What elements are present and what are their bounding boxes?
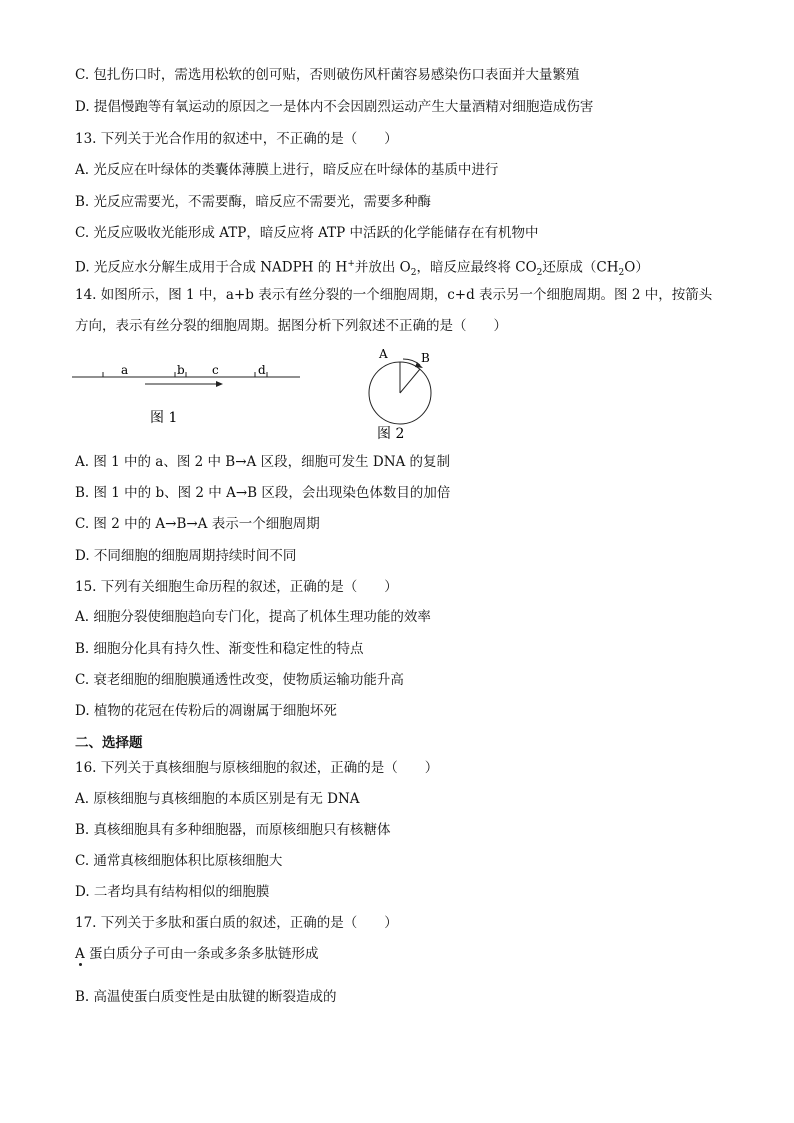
option-text: B. 高温使蛋白质变性是由肽键的断裂造成的 <box>75 989 337 1005</box>
option-text: A. 原核细胞与真核细胞的本质区别是有无 DNA <box>75 791 360 807</box>
stray-dot <box>79 963 82 966</box>
option-text: A. 细胞分裂使细胞趋向专门化，提高了机体生理功能的效率 <box>75 609 431 625</box>
figure-2-caption: 图 2 <box>377 426 405 442</box>
option-text: B. 细胞分化具有持久性、渐变性和稳定性的特点 <box>75 641 364 657</box>
option-text: D. 植物的花冠在传粉后的凋谢属于细胞坏死 <box>75 703 337 719</box>
option-text: D. 提倡慢跑等有氧运动的原因之一是体内不会因剧烈运动产生大量酒精对细胞造成伤害 <box>75 99 594 115</box>
option-text: C. 图 2 中的 A→B→A 表示一个细胞周期 <box>75 516 320 532</box>
option-text: B. 光反应需要光，不需要酶，暗反应不需要光，需要多种酶 <box>75 194 432 210</box>
option-text: A. 图 1 中的 a、图 2 中 B→A 区段，细胞可发生 DNA 的复制 <box>75 454 451 470</box>
option-text: D. 二者均具有结构相似的细胞膜 <box>75 884 270 900</box>
figure-2-label-A: A <box>379 347 388 361</box>
figure-1-label-b: b <box>177 363 185 377</box>
option-text: D. 光反应水分解生成用于合成 NADPH 的 H+并放出 $O_2$，暗反应最终将 $CO_2$还原成$(CH_2O)$ <box>75 259 649 279</box>
option-text: C. 光反应吸收光能形成 ATP，暗反应将 ATP 中活跃的化学能储存在有机物中 <box>75 225 539 241</box>
figure-2-cell-cycle-circle <box>360 343 450 445</box>
option-text: B. 真核细胞具有多种细胞器，而原核细胞只有核糖体 <box>75 822 391 838</box>
option-text: A 蛋白质分子可由一条或多条多肽链形成 <box>75 946 319 962</box>
option-text: C. 衰老细胞的细胞膜通透性改变，使物质运输功能升高 <box>75 672 404 688</box>
question-13-stem: 13. 下列关于光合作用的叙述中，不正确的是（ ） <box>75 131 398 147</box>
figure-1-label-c: c <box>212 363 219 377</box>
figure-1-cell-cycle-line <box>70 360 310 430</box>
figure-1-label-d: d <box>258 363 266 377</box>
option-text: B. 图 1 中的 b、图 2 中 A→B 区段，会出现染色体数目的加倍 <box>75 485 451 501</box>
question-15-stem: 15. 下列有关细胞生命历程的叙述，正确的是（ ） <box>75 579 398 595</box>
question-17-stem: 17. 下列关于多肽和蛋白质的叙述，正确的是（ ） <box>75 915 398 931</box>
option-text: C. 通常真核细胞体积比原核细胞大 <box>75 853 283 869</box>
section-heading: 二、选择题 <box>75 735 143 751</box>
question-14-stem: 14. 如图所示，图 1 中，a+b 表示有丝分裂的一个细胞周期，c+d 表示另一个细胞周期。图 2 中，按箭头方向，表示有丝分裂的细胞周期。据图分析下列叙述不正确的是（ ） <box>75 287 713 334</box>
option-text: A. 光反应在叶绿体的类囊体薄膜上进行，暗反应在叶绿体的基质中进行 <box>75 162 499 178</box>
question-16-stem: 16. 下列关于真核细胞与原核细胞的叙述，正确的是（ ） <box>75 760 439 776</box>
figure-2-label-B: B <box>421 351 430 365</box>
option-text: D. 不同细胞的细胞周期持续时间不同 <box>75 548 297 564</box>
option-text: C. 包扎伤口时，需选用松软的创可贴，否则破伤风杆菌容易感染伤口表面并大量繁殖 <box>75 67 580 83</box>
figure-1-caption: 图 1 <box>150 410 178 426</box>
figure-1-label-a: a <box>121 363 129 377</box>
